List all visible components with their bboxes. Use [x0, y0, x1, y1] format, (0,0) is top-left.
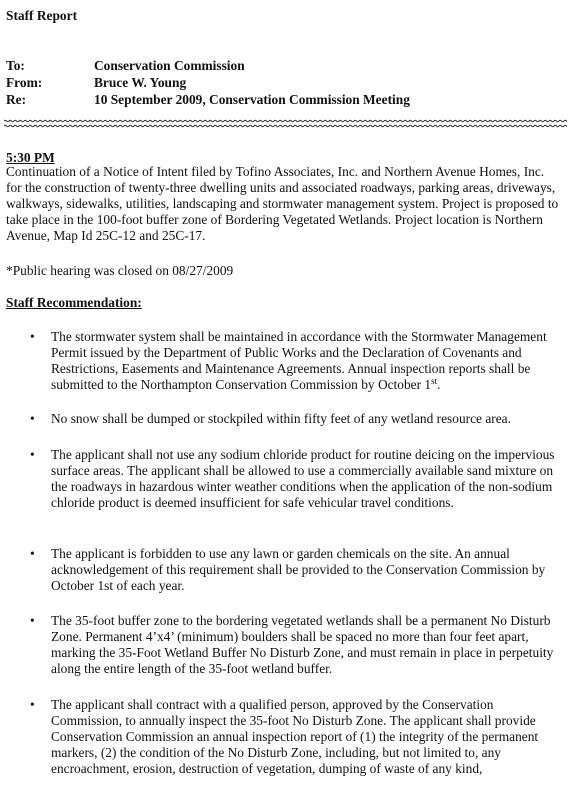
- hearing-note: *Public hearing was closed on 08/27/2009: [6, 263, 234, 278]
- report-title: Staff Report: [6, 8, 78, 23]
- memo-to-label: To:: [6, 58, 25, 73]
- bullet-icon: •: [30, 546, 35, 561]
- bullet-icon: •: [30, 411, 35, 426]
- meeting-time: 5:30 PM: [6, 150, 55, 165]
- memo-to-value: Conservation Commission: [94, 58, 245, 73]
- ordinal-suffix: st: [431, 376, 438, 386]
- list-item-text: [51, 329, 556, 393]
- memo-re-label: Re:: [6, 92, 27, 107]
- memo-from-row: [6, 75, 410, 92]
- recommendation-heading: Staff Recommendation:: [6, 295, 142, 310]
- list-item-tail: .: [437, 377, 441, 392]
- list-item-text: The applicant shall not use any sodium chloride product for routine deicing on the impervious surface areas. The applicant shall be allowed to use a commercially available sand mixture on the roadways in hazardous winter weather conditions when the application of the non-sodium chloride product is deemed insufficient for safe vehicular travel conditions.: [51, 447, 555, 510]
- list-item-text: The applicant is forbidden to use any lawn or garden chemicals on the site. An annual acknowledgement of this requirement shall be provided to the Conservation Commission by October 1st of each year.: [51, 546, 546, 593]
- bullet-icon: •: [30, 447, 35, 462]
- bullet-icon: •: [30, 697, 35, 712]
- list-item-body: The stormwater system shall be maintained in accordance with the Stormwater Management Permit issued by the Department of Public Works and the Declaration of Covenants and Restrictions, Easements and Maintenance Agreements. Annual inspection reports shall be submitted to the Northampton Conservation Commission by October 1: [51, 329, 547, 392]
- bullet-icon: •: [30, 329, 35, 344]
- wavy-line: [4, 120, 567, 122]
- list-item-text: The 35-foot buffer zone to the bordering vegetated wetlands shall be a permanent No Disturb Zone. Permanent 4’x4’ (minimum) boulders shall be spaced no more than four feet apart, marking the 35-Foot Wetland Buffer No Disturb Zone, and must remain in place in perpetuity along the entire length of the 35-foot wetland buffer.: [51, 613, 554, 676]
- memo-re-value: 10 September 2009, Conservation Commission Meeting: [94, 92, 410, 107]
- list-item-text: The applicant shall contract with a qualified person, approved by the Conservation Commission, to annually inspect the 35-foot No Disturb Zone. The applicant shall provide Conservation Commission an annual inspection report of (1) the integrity of the permanent markers, (2) the condition of the No Disturb Zone, including, but not limited to, any encroachment, erosion, destruction of vegetation, dumping of waste of any kind,: [51, 697, 539, 776]
- wavy-divider: [4, 117, 567, 131]
- wavy-line: [4, 125, 567, 127]
- bullet-icon: •: [30, 613, 35, 628]
- memo-re-row: [6, 92, 410, 109]
- list-item-text: No snow shall be dumped or stockpiled within fifty feet of any wetland resource area.: [51, 411, 511, 426]
- memo-from-label: From:: [6, 75, 43, 90]
- intro-paragraph: Continuation of a Notice of Intent filed by Tofino Associates, Inc. and Northern Avenue Homes, Inc. for the construction of twenty-three dwelling units and associated roadways, parking areas, driveways, walkways, sidewalks, utilities, landscaping and stormwater management system. Project is proposed to take place in the 100-foot buffer zone of Bordering Vegetated Wetlands. Project location is Northern Avenue, Map Id 25C-12 and 25C-17.: [6, 164, 559, 243]
- memo-header: [6, 58, 410, 109]
- memo-to-row: [6, 58, 410, 75]
- memo-from-value: Bruce W. Young: [94, 75, 187, 90]
